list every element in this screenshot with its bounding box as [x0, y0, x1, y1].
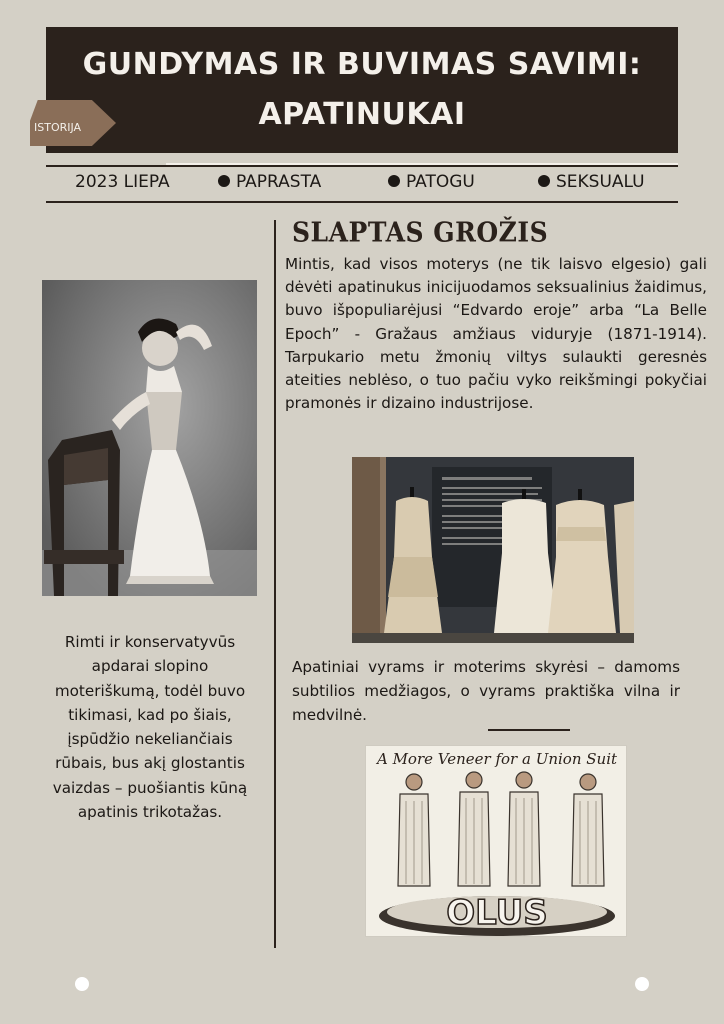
ad-brand-logo: OLUS — [446, 893, 548, 933]
meta-bottom-rule — [46, 201, 678, 203]
keyword-label: SEKSUALU — [556, 172, 645, 192]
keyword-label: PATOGU — [406, 172, 475, 192]
left-column-paragraph: Rimti ir konservatyvūs apdarai slopino moteriškumą, todėl buvo tikimasi, kad po šiais, įspūdžio nekeliančiais rūbais, bus akį glostantis vaizdas – puošiantis kūną apatinis trikotažas. — [52, 633, 248, 822]
category-tag-label: ISTORIJA — [34, 121, 82, 134]
keyword-3 — [538, 172, 645, 192]
museum-exhibit-photo — [352, 457, 634, 643]
bullet-icon — [218, 175, 230, 187]
page-title-line-1: GUNDYMAS IR BUVIMAS SAVIMI: — [82, 47, 642, 82]
keyword-label: PAPRASTA — [236, 172, 322, 192]
ad-headline: A More Veneer for a Union Suit — [376, 750, 618, 768]
union-suit-advertisement — [365, 745, 627, 937]
bullet-icon — [538, 175, 550, 187]
decorative-dot-left — [75, 977, 89, 991]
intro-paragraph: Mintis, kad visos moterys (ne tik laisvo elgesio) gali dėvėti apatinukus inicijuodamos seksualinius žaidimus, buvo išpopuliarėjusi “Edvardo eroje” arba “La Belle Epoch” - Gražaus amžiaus viduryje (1871-1914). Tarpukario metu žmonių viltys sulaukti geresnės ateities neblėso, o tuo pačiu vyko reikšmingi pokyčiai pramonės ir dizaino industrijose. — [285, 255, 707, 413]
caption-underline — [488, 729, 570, 731]
decorative-dot-right — [635, 977, 649, 991]
keyword-2 — [388, 172, 475, 192]
section-title: SLAPTAS GROŽIS — [292, 216, 549, 249]
bullet-icon — [388, 175, 400, 187]
meta-top-rule — [46, 165, 678, 167]
caption-paragraph: Apatiniai vyrams ir moterims skyrėsi – damoms subtilios medžiagos, o vyrams praktiška vilna ir medvilnė. — [292, 658, 680, 724]
corset-portrait-photo — [42, 280, 257, 596]
issue-date: 2023 LIEPA — [75, 172, 170, 192]
title-banner — [46, 27, 678, 153]
column-divider — [274, 220, 276, 948]
keyword-1 — [218, 172, 321, 192]
page-title-line-2: APATINUKAI — [258, 97, 466, 132]
